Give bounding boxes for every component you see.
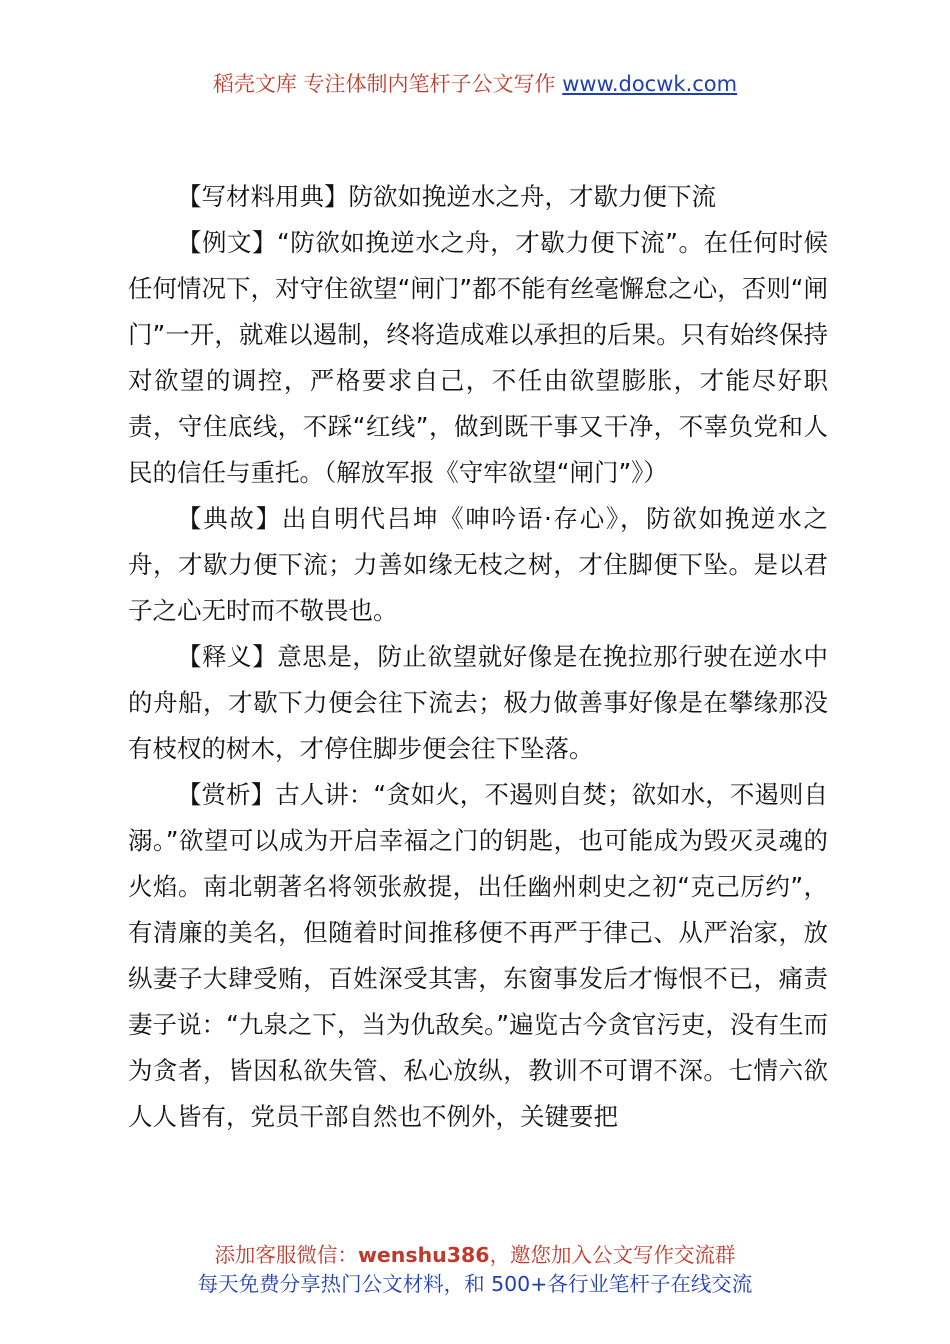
footer-line-2: 每天免费分享热门公文材料，和 500+各行业笔杆子在线交流 <box>197 1272 753 1296</box>
article-title: 【写材料用典】防欲如挽逆水之舟，才歇力便下流 <box>177 182 716 211</box>
footer-line-1 <box>0 1241 950 1270</box>
footer-wechat-id: wenshu386 <box>357 1243 490 1267</box>
footer-wechat-suffix: ，邀您加入公文写作交流群 <box>489 1243 736 1267</box>
source-paragraph: 【典故】出自明代吕坤《呻吟语·存心》，防欲如挽逆水之舟，才歇力便下流；力善如缘无枝之树，才住脚便下坠。是以君子之心无时而不敬畏也。 <box>128 504 828 625</box>
meaning-paragraph: 【释义】意思是，防止欲望就好像是在挽拉那行驶在逆水中的舟船，才歇下力便会往下流去；极力做善事好像是在攀缘那没有枝杈的树木，才停住脚步便会往下坠落。 <box>128 642 828 763</box>
header-website-link[interactable]: www.docwk.com <box>562 72 738 96</box>
page-header <box>0 70 950 98</box>
article-body <box>128 174 828 1140</box>
page-footer <box>0 1241 950 1299</box>
footer-wechat-prefix: 添加客服微信： <box>214 1243 358 1267</box>
example-paragraph: 【例文】“防欲如挽逆水之舟，才歇力便下流”。在任何时候任何情况下，对守住欲望“闸门”都不能有丝毫懈怠之心，否则“闸门”一开，就难以遏制，终将造成难以承担的后果。只有始终保持对欲望的调控，严格要求自己，不任由欲望膨胀，才能尽好职责，守住底线，不踩“红线”，做到既干事又干净，不辜负党和人民的信任与重托。（解放军报《守牢欲望“闸门”》） <box>128 228 828 487</box>
analysis-paragraph: 【赏析】古人讲：“贪如火，不遏则自焚；欲如水，不遏则自溺。”欲望可以成为开启幸福之门的钥匙，也可能成为毁灭灵魂的火焰。南北朝著名将领张赦提，出任幽州刺史之初“克己厉约”，有清廉的美名，但随着时间推移便不再严于律己、从严治家，放纵妻子大肆受贿，百姓深受其害，东窗事发后才悔恨不已，痛责妻子说：“九泉之下，当为仇敌矣。”遍览古今贪官污吏，没有生而为贪者，皆因私欲失管、私心放纵，教训不可谓不深。七情六欲人人皆有，党员干部自然也不例外，关键要把 <box>128 780 828 1131</box>
header-brand-text: 稻壳文库 专注体制内笔杆子公文写作 <box>212 72 563 96</box>
